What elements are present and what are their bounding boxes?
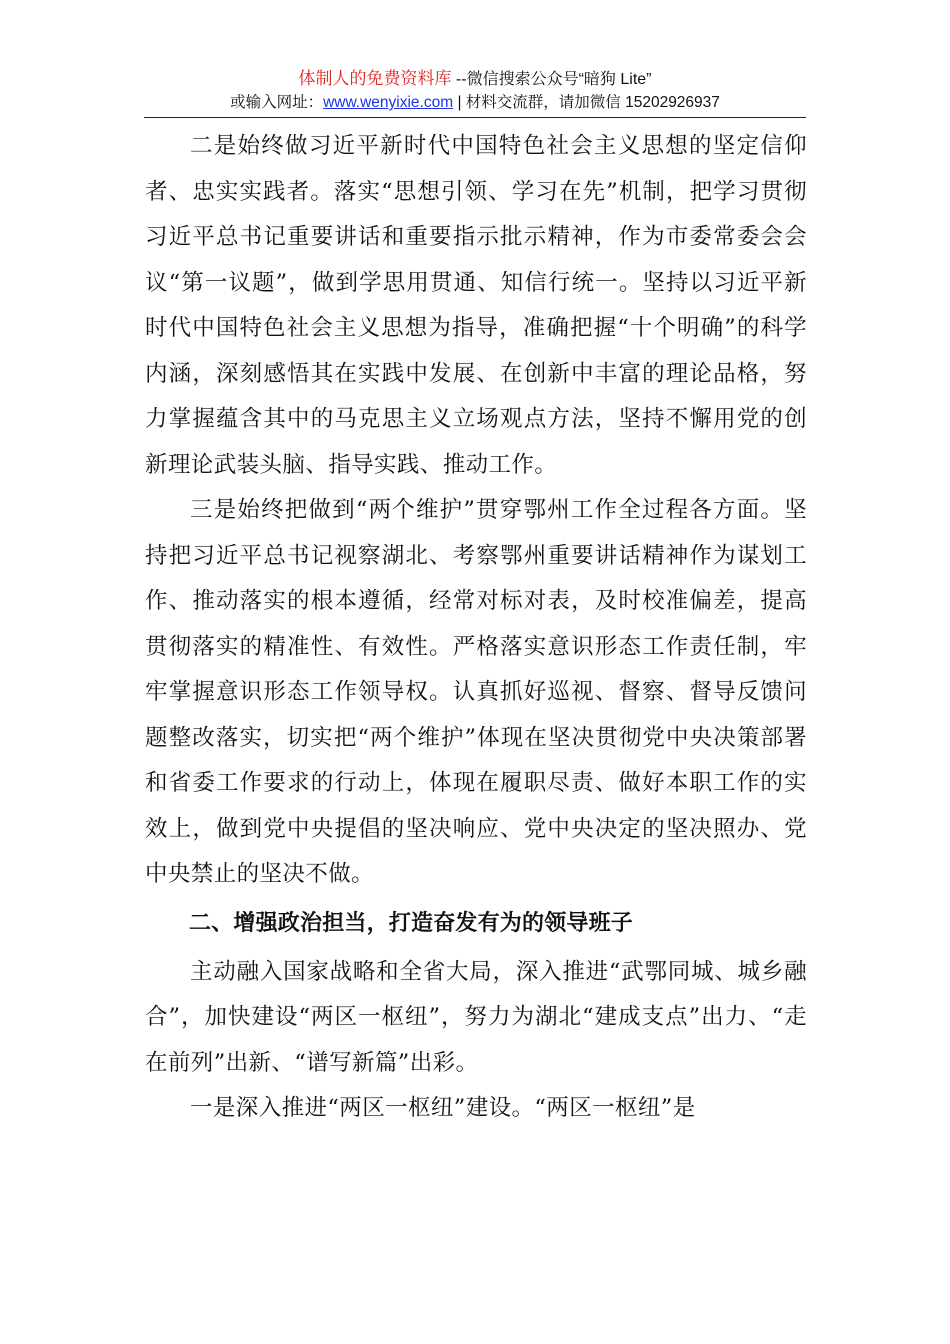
paragraph-3-two-safeguards: 三是始终把做到“两个维护”贯穿鄂州工作全过程各方面。坚持把习近平总书记视察湖北、考察鄂州重要讲话精神作为谋划工作、推动落实的根本遵循，经常对标对表，及时校准偏差，提高贯彻落实的精准性、有效性。严格落实意识形态工作责任制，牢牢掌握意识形态工作领导权。认真抓好巡视、督察、督导反馈问题整改落实，切实把“两个维护”体现在坚决贯彻党中央决策部署和省委工作要求的行动上，体现在履职尽责、做好本职工作的实效上，做到党中央提倡的坚决响应、党中央决定的坚决照办、党中央禁止的坚决不做。 (145, 497, 807, 887)
website-link[interactable]: www.wenyixie.com (323, 94, 454, 111)
paragraph-2-commitment: 二是始终做习近平新时代中国特色社会主义思想的坚定信仰者、忠实实践者。落实“思想引领、学习在先”机制，把学习贯彻习近平总书记重要讲话和重要指示批示精神，作为市委常委会会议“第一议题”，做到学思用贯通、知信行统一。坚持以习近平新时代中国特色社会主义思想为指导，准确把握“十个明确”的科学内涵，深刻感悟其在实践中发展、在创新中丰富的理论品格，努力掌握蕴含其中的马克思主义立场观点方法，坚持不懈用党的创新理论武装头脑、指导实践、推动工作。 (145, 133, 807, 478)
header-title: 体制人的免费资料库 (298, 69, 452, 88)
paragraph-two-zones-hub: 一是深入推进“两区一枢纽”建设。“两区一枢纽”是 (190, 1095, 696, 1121)
header-banner (0, 68, 950, 90)
header-url-prefix: 或输入网址： (230, 94, 324, 111)
paragraph-strategy: 主动融入国家战略和全省大局，深入推进“武鄂同城、城乡融合”，加快建设“两区一枢纽”，努力为湖北“建成支点”出力、“走在前列”出新、“谱写新篇”出彩。 (145, 958, 807, 1076)
header-tagline: --微信搜索公众号“暗狗 Lite” (451, 71, 652, 88)
header-contact: | 材料交流群，请加微信 15202926937 (453, 94, 720, 111)
section-heading: 二、增强政治担当，打造奋发有为的领导班子 (189, 910, 634, 936)
header-divider (144, 117, 806, 118)
page-header (0, 68, 950, 114)
document-body (145, 124, 807, 1132)
header-contact-line (0, 92, 950, 114)
